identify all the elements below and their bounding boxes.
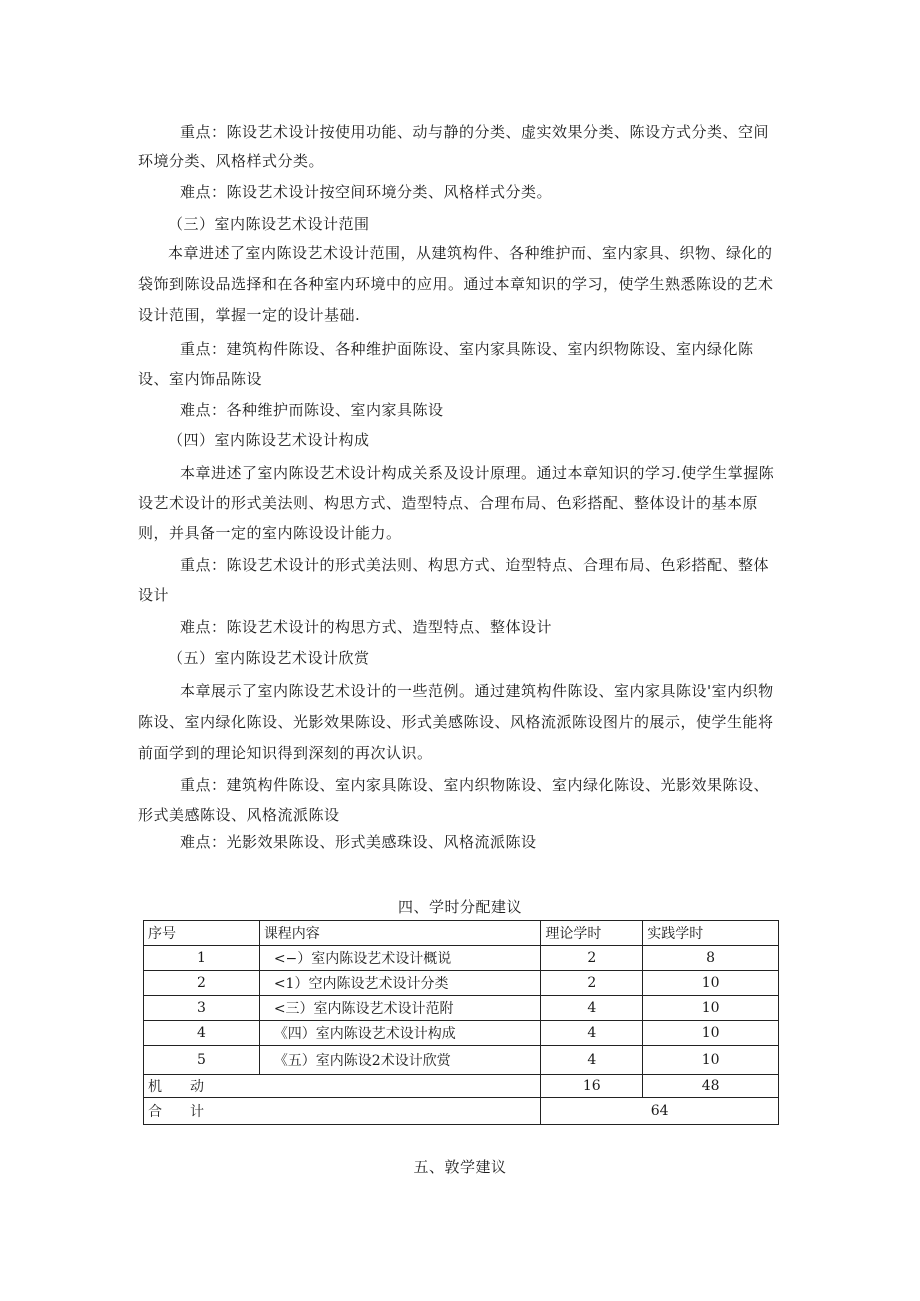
chapter4-intro: 本章进述了室内陈设艺术设计构成关系及设计原理。通过本章知识的学习.使学生掌握陈设艺术设计的形式美法则、构思方式、造型特点、合理布局、色彩搭配、整体设计的基本原则，并具备一定的室内陈设设计能力。 xyxy=(138,464,775,542)
cell-theory: 4 xyxy=(541,1046,643,1075)
cell-content: <1）空内陈设艺术设计分类 xyxy=(259,971,541,996)
cell-content: <三）室内陈设艺术设计范附 xyxy=(259,996,541,1021)
cell-practice: 10 xyxy=(643,971,779,996)
cell-no: 2 xyxy=(144,971,260,996)
cell-theory: 4 xyxy=(541,1021,643,1046)
chapter2-key-points: 重点：陈设艺术设计按使用功能、动与静的分类、虚实效果分类、陈设方式分类、空间环境分类、风格样式分类。 xyxy=(138,123,770,170)
cell-subtotal-theory: 16 xyxy=(541,1075,643,1098)
cell-theory: 2 xyxy=(541,971,643,996)
cell-subtotal-practice: 48 xyxy=(643,1075,779,1098)
cell-practice: 10 xyxy=(643,996,779,1021)
section5-title: 五、敦学建议 xyxy=(413,1158,507,1176)
chapter3-heading: （三）室内陈设艺术设计范围 xyxy=(168,215,370,233)
hours-allocation-table xyxy=(143,920,779,1125)
section4-title: 四、学时分配建议 xyxy=(397,898,522,916)
header-content: 课程内容 xyxy=(259,921,541,946)
cell-content: 《五）室内陈设2术设计欣赏 xyxy=(259,1046,541,1075)
cell-practice: 10 xyxy=(643,1046,779,1075)
cell-no: 4 xyxy=(144,1021,260,1046)
table-row-subtotal xyxy=(144,1075,779,1098)
cell-practice: 8 xyxy=(643,946,779,971)
table-row xyxy=(144,971,779,996)
chapter3-difficult-points: 难点：各种维护而陈设、室内家具陈设 xyxy=(180,401,444,419)
chapter5-key-points: 重点：建筑构件陈设、室内家具陈设、室内织物陈设、室内绿化陈设、光影效果陈设、形式美感陈设、风格流派陈设 xyxy=(138,776,770,824)
chapter3-intro: 本章进述了室内陈设艺术设计范围，从建筑构件、各种维护而、室内家具、织物、绿化的袋饰到陈设品选择和在各种室内环境中的应用。通过本章知识的学习，使学生熟悉陈设的艺术设计范围，掌握一定的设计基础. xyxy=(138,244,774,324)
cell-no: 5 xyxy=(144,1046,260,1075)
cell-total-label: 合 计 xyxy=(144,1098,541,1125)
table-row xyxy=(144,1021,779,1046)
header-no: 序号 xyxy=(144,921,260,946)
chapter4-difficult-points: 难点：陈设艺术设计的构思方式、造型特点、整体设计 xyxy=(180,618,553,636)
cell-content: 《四）室内陈设艺术设计构成 xyxy=(259,1021,541,1046)
chapter4-heading: （四）室内陈设艺术设计构成 xyxy=(168,431,370,449)
cell-no: 3 xyxy=(144,996,260,1021)
chapter4-key-points: 重点：陈设艺术设计的形式美法则、构思方式、迨型特点、合理布局、色彩搭配、整体设计 xyxy=(138,556,770,604)
header-practice: 实践学时 xyxy=(643,921,779,946)
chapter3-key-points: 重点：建筑构件陈设、各种维护面陈设、室内家具陈设、室内织物陈设、室内绿化陈设、室内饰品陈设 xyxy=(138,340,754,388)
table-row xyxy=(144,946,779,971)
chapter2-difficult-points: 难点：陈设艺术设计按空间环境分类、风格样式分类。 xyxy=(180,183,553,201)
cell-content: <−）室内陈设艺术设计概说 xyxy=(259,946,541,971)
cell-total-value: 64 xyxy=(541,1098,779,1125)
table-header-row xyxy=(144,921,779,946)
cell-no: 1 xyxy=(144,946,260,971)
cell-theory: 2 xyxy=(541,946,643,971)
chapter5-intro: 本章展示了室内陈设艺术设计的一些范例。通过建筑构件陈设、室内家具陈设'室内织物陈设、室内绿化陈设、光影效果陈设、形式美感陈设、风格流派陈设图片的展示，使学生能将前面学到的理论知识得到深刻的再次认识。 xyxy=(138,682,774,762)
header-theory: 理论学时 xyxy=(541,921,643,946)
chapter5-difficult-points: 难点：光影效果陈设、形式美感珠设、风格流派陈设 xyxy=(180,833,537,851)
table-row xyxy=(144,1046,779,1075)
chapter5-heading: （五）室内陈设艺术设计欣赏 xyxy=(168,649,370,667)
cell-theory: 4 xyxy=(541,996,643,1021)
cell-subtotal-label: 机 动 xyxy=(144,1075,541,1098)
table-row xyxy=(144,996,779,1021)
cell-practice: 10 xyxy=(643,1021,779,1046)
table-row-total xyxy=(144,1098,779,1125)
